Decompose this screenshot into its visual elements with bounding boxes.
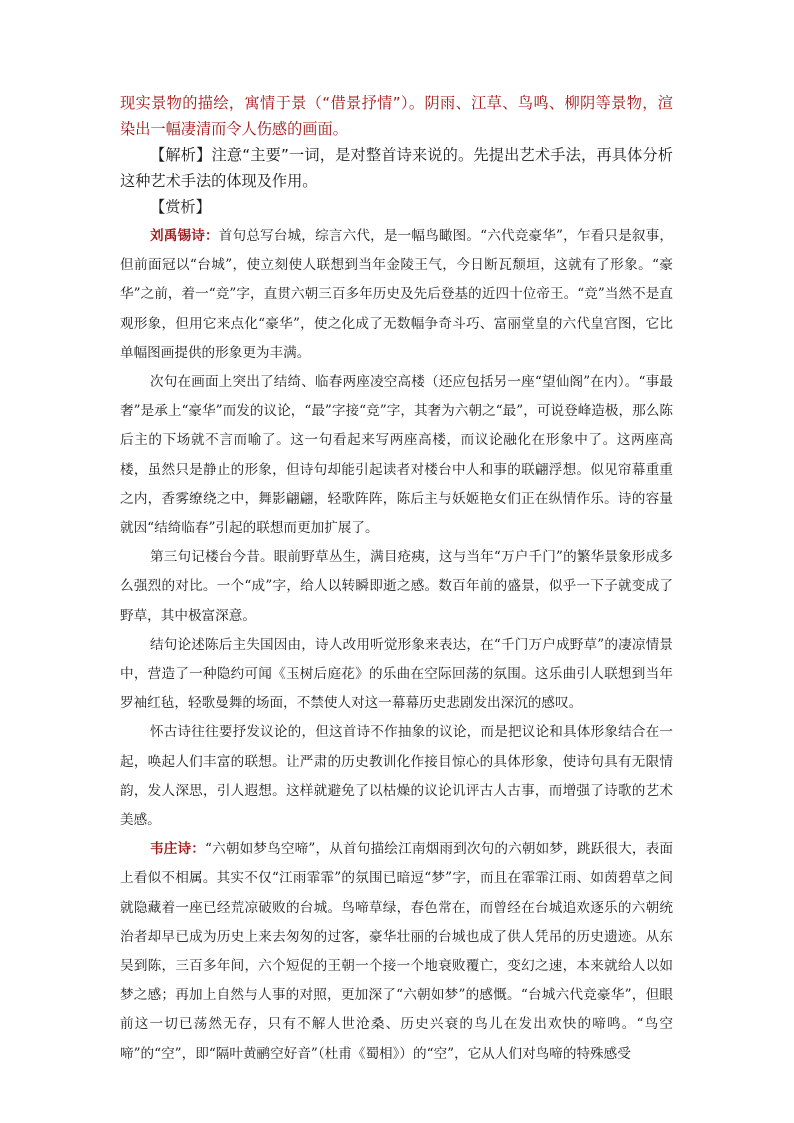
document-content — [120, 90, 673, 1069]
commentary-paragraph — [120, 543, 673, 631]
commentary-paragraph — [120, 631, 673, 719]
appreciation-heading: 【赏析】 — [150, 198, 211, 216]
paragraph-text: 怀古诗往往要抒发议论的，但这首诗不作抽象的议论，而是把议论和具体形象结合在一起，唤起人们丰富的联想。让严肃的历史教训化作接目惊心的具体形象，使诗句具有无限情韵，发人深思，引人遐想。这样就避免了以枯燥的议论讥评古人古事，而增强了诗歌的艺术美感。 — [120, 724, 673, 829]
analysis-paragraph: 【解析】注意“主要”一词，是对整首诗来说的。先提出艺术手法，再具体分析这种艺术手法的体现及作用。 — [120, 146, 673, 190]
commentary-paragraph — [120, 718, 673, 835]
commentary-paragraph — [120, 835, 673, 1069]
paragraph-text: 次句在画面上突出了结绮、临春两座凌空高楼（还应包括另一座“望仙阁”在内）。“事最奢”是承上“豪华”而发的议论，“最”字接“竞”字，其奢为六朝之“最”，可说登峰造极，那么陈后主的下场就不言而喻了。这一句看起来写两座高楼，而议论融化在形象中了。这两座高楼，虽然只是静止的形象，但诗句却能引起读者对楼台中人和事的联翩浮想。似见帘幕重重之内，香雾缭绕之中，舞影翩翩，轻歌阵阵，陈后主与妖姬艳女们正在纵情作乐。诗的容量就因“结绮临春”引起的联想而更加扩展了。 — [120, 374, 673, 537]
commentary-paragraph — [120, 222, 673, 368]
intro-red-text: 现实景物的描绘，寓情于景（“借景抒情”）。阴雨、江草、鸟鸣、柳阴等景物，渲染出一幅凄清而令人伤感的画面。 — [120, 94, 673, 138]
commentary-paragraph — [120, 368, 673, 543]
paragraph-text: “六朝如梦鸟空啼”，从首句描绘江南烟雨到次句的六朝如梦，跳跃很大，表面上看似不相属。其实不仅“江雨霏霏”的氛围已暗逗“梦”字，而且在霏霏江雨、如茵碧草之间就隐藏着一座已经荒凉破败的台城。鸟啼草绿，春色常在，而曾经在台城追欢逐乐的六朝统治者却早已成为历史上来去匆匆的过客，豪华壮丽的台城也成了供人凭吊的历史遗迹。从东吴到陈，三百多年间，六个短促的王朝一个接一个地衰败覆亡，变幻之速，本来就给人以如梦之感；再加上自然与人事的对照，更加深了“六朝如梦”的感慨。“台城六代竞豪华”，但眼前这一切已荡然无存，只有不解人世沧桑、历史兴衰的鸟儿在发出欢快的啼鸣。“鸟空啼”的“空”，即“隔叶黄鹂空好音”（杜甫《蜀相》）的“空”，它从人们对鸟啼的特殊感受 — [120, 841, 674, 1062]
paragraph-text: 结句论述陈后主失国因由，诗人改用听觉形象来表达，在“千门万户成野草”的凄凉情景中，营造了一种隐约可闻《玉树后庭花》的乐曲在空际回荡的氛围。这乐曲引人联想到当年罗袖红毡，轻歌曼舞的场面，不禁使人对这一幕幕历史悲剧发出深沉的感叹。 — [120, 636, 673, 712]
paragraph-lead-label: 刘禹锡诗： — [150, 228, 219, 244]
paragraph-lead-label: 韦庄诗： — [150, 841, 206, 858]
paragraph-text: 首句总写台城，综言六代，是一幅鸟瞰图。“六代竞豪华”，乍看只是叙事，但前面冠以“台城”，使立刻使人联想到当年金陵王气，今日断瓦颓垣，这就有了形象。“豪华”之前，着一“竞”字，直贯六朝三百多年历史及先后登基的近四十位帝王。“竞”当然不是直观形象，但用它来点化“豪华”，使之化成了无数幅争奇斗巧、富丽堂皇的六代皇宫图，它比单幅图画提供的形象更为丰满。 — [120, 228, 673, 361]
paragraph-text: 第三句记楼台今昔。眼前野草丛生，满目疮痍，这与当年“万户千门”的繁华景象形成多么强烈的对比。一个“成”字，给人以转瞬即逝之感。数百年前的盛景，似乎一下子就变成了野草，其中极富深意。 — [120, 549, 673, 624]
